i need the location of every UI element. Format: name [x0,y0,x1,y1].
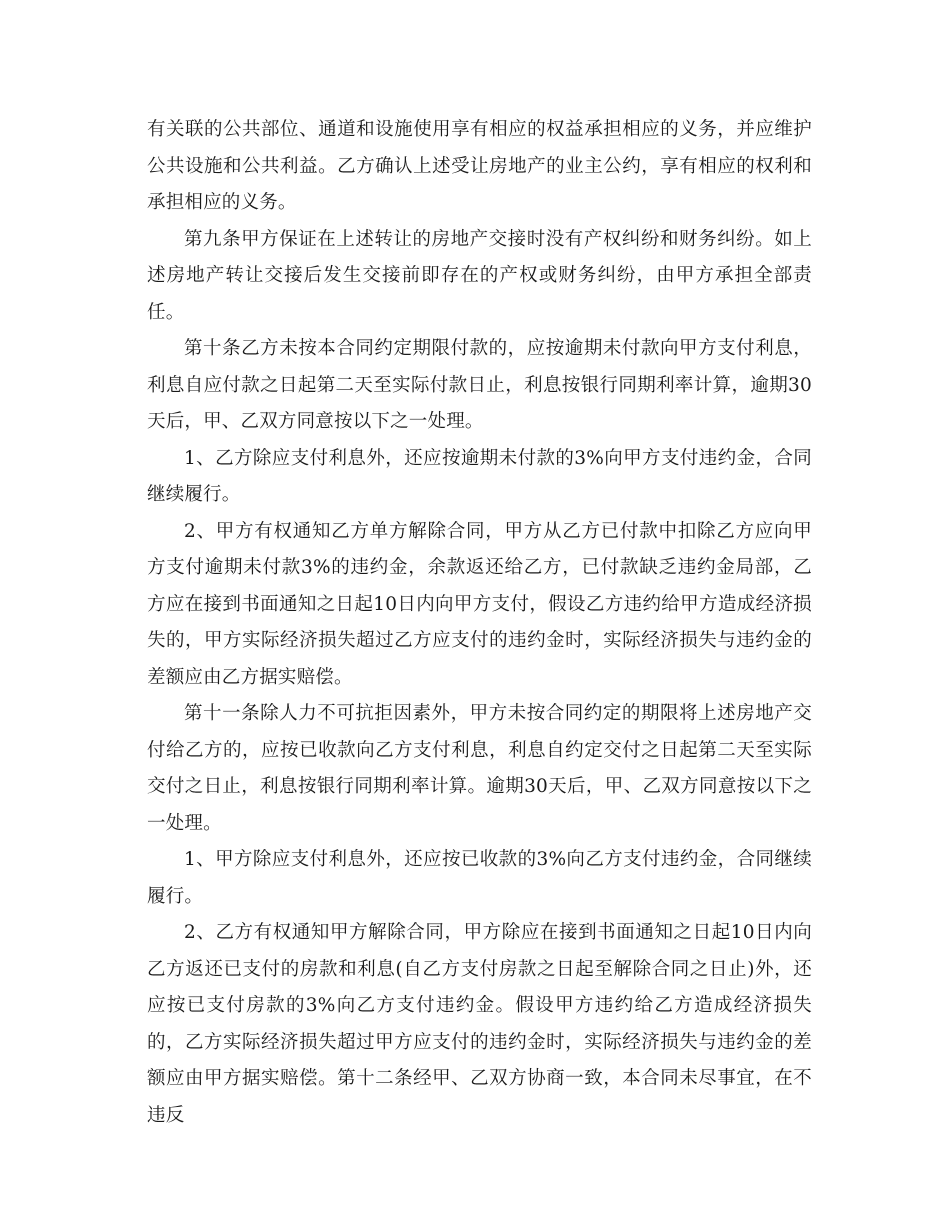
paragraph-article-9: 第九条甲方保证在上述转让的房地产交接时没有产权纠纷和财务纠纷。如上述房地产转让交接后发生交接前即存在的产权或财务纠纷，由甲方承担全部责任。 [147,228,812,323]
paragraph-public-facilities-obligations: 有关联的公共部位、通道和设施使用享有相应的权益承担相应的义务，并应维护公共设施和公共利益。乙方确认上述受让房地产的业主公约，享有相应的权利和承担相应的义务。 [147,119,812,213]
paragraph-article-11-option-2: 2、乙方有权通知甲方解除合同，甲方除应在接到书面通知之日起10日内向乙方返还已支付的房款和利息(自乙方支付房款之日起至解除合同之日止)外，还应按已支付房款的3%向乙方支付违约金。假设甲方违约给乙方造成经济损失的，乙方实际经济损失超过甲方应支付的违约金时，实际经济损失与违约金的差额应由甲方据实赔偿。第十二条经甲、乙双方协商一致，本合同未尽事宜，在不违反 [147,922,812,1126]
paragraph-article-11: 第十一条除人力不可抗拒因素外，甲方未按合同约定的期限将上述房地产交付给乙方的，应按已收款向乙方支付利息，利息自约定交付之日起第二天至实际交付之日止，利息按银行同期利率计算。逾期30天后，甲、乙双方同意按以下之一处理。 [147,703,812,834]
document-body [147,112,812,1134]
paragraph-article-10-option-2: 2、甲方有权通知乙方单方解除合同，甲方从乙方已付款中扣除乙方应向甲方支付逾期未付款3%的违约金，余款返还给乙方，已付款缺乏违约金局部，乙方应在接到书面通知之日起10日内向甲方支付，假设乙方违约给甲方造成经济损失的，甲方实际经济损失超过乙方应支付的违约金时，实际经济损失与违约金的差额应由乙方据实赔偿。 [147,520,812,688]
paragraph-article-10-option-1: 1、乙方除应支付利息外，还应按逾期未付款的3%向甲方支付违约金，合同继续履行。 [147,447,812,505]
paragraph-article-10: 第十条乙方未按本合同约定期限付款的，应按逾期未付款向甲方支付利息，利息自应付款之日起第二天至实际付款日止，利息按银行同期利率计算，逾期30天后，甲、乙双方同意按以下之一处理。 [147,338,812,432]
paragraph-article-11-option-1: 1、甲方除应支付利息外，还应按已收款的3%向乙方支付违约金，合同继续履行。 [147,849,812,907]
